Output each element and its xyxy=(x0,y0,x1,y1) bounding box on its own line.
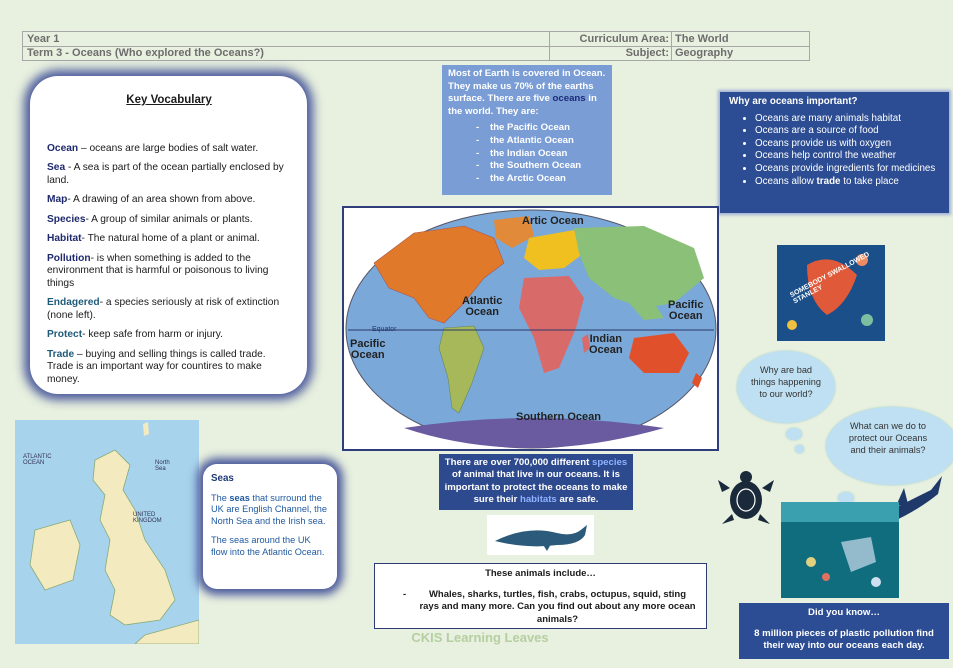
list-item: • Oceans provide ingredients for medicines xyxy=(755,163,940,176)
whale-icon xyxy=(487,515,594,555)
list-item: • Oceans are a source of food xyxy=(755,125,940,138)
earth-text-a: Most of Earth is covered in Ocean. They make us 70% of the earths surface. There are five xyxy=(448,68,606,105)
southern-ocean-label: Southern Ocean xyxy=(516,411,601,423)
uk-kingdom-label: UNITED KINGDOM xyxy=(133,512,162,524)
vocab-term: Habitat xyxy=(47,233,82,244)
uk-north-sea-label: North Sea xyxy=(155,460,170,472)
seas-panel xyxy=(203,464,337,589)
vocab-term: Sea xyxy=(47,162,66,173)
vocab-definition: - A sea is part of the ocean partially enclosed by land. xyxy=(47,162,284,186)
vocab-definition: – oceans are large bodies of salt water. xyxy=(78,142,259,154)
animals-list xyxy=(385,589,696,627)
header-table xyxy=(22,31,810,61)
pacific-ocean-right-label: Pacific Ocean xyxy=(668,299,704,322)
turtle-icon xyxy=(714,466,778,530)
list-item: • Oceans provide us with oxygen xyxy=(755,138,940,151)
bubble-tail xyxy=(786,428,802,440)
animals-include-box xyxy=(374,563,707,629)
vocab-item xyxy=(47,349,291,387)
vocab-term: Trade xyxy=(47,348,75,360)
list-item: - the Pacific Ocean xyxy=(490,122,606,135)
list-item: - the Atlantic Ocean xyxy=(490,135,606,148)
earth-oceans-box xyxy=(442,65,612,195)
vocab-item xyxy=(47,194,291,207)
list-item: • Oceans are many animals habitat xyxy=(755,113,940,126)
bubble-bad-text: Why are bad things happening to our world? xyxy=(751,365,821,399)
vocab-term: Protect xyxy=(47,329,83,340)
animals-title: These animals include… xyxy=(485,568,596,579)
earth-text-b: in the world. They are: xyxy=(448,93,597,117)
vocab-definition: - A drawing of an area shown from above. xyxy=(67,194,256,205)
vocab-item xyxy=(47,214,291,227)
species-b: of animal that live in our oceans. It is important to protect the oceans to make sure their xyxy=(444,469,628,505)
species-keyword: species xyxy=(591,457,628,468)
vocab-term: Endagered xyxy=(47,297,100,308)
plastic-photo-graphic xyxy=(781,502,899,598)
why-last-b: to take place xyxy=(840,175,899,187)
vocab-definition: - a species seriously at risk of extinction (none left). xyxy=(47,297,280,321)
vocab-item xyxy=(47,162,291,187)
dyk-title: Did you know… xyxy=(808,607,880,618)
vocab-term: Species xyxy=(47,213,86,225)
indian-ocean-label: Indian Ocean xyxy=(589,333,623,356)
seas-p2: The seas around the UK flow into the Atlantic Ocean. xyxy=(211,535,325,557)
year-label: Year 1 xyxy=(27,33,60,45)
why-list xyxy=(729,113,940,189)
species-box xyxy=(439,454,633,510)
whale-image xyxy=(487,515,594,555)
atlantic-ocean-label: Atlantic Ocean xyxy=(462,295,503,318)
oceans-list xyxy=(448,122,606,185)
seas-keyword: seas xyxy=(229,492,250,503)
vocab-list xyxy=(47,143,291,387)
list-item: - the Southern Ocean xyxy=(490,160,606,173)
list-item: • Oceans help control the weather xyxy=(755,150,940,163)
why-last-a: Oceans allow xyxy=(755,175,817,187)
earth-keyword: oceans xyxy=(552,93,586,105)
bubble-tail xyxy=(795,445,804,453)
list-item xyxy=(755,176,940,189)
vocab-item xyxy=(47,253,291,291)
subject-value: Geography xyxy=(675,47,734,59)
vocab-item xyxy=(47,143,291,156)
vocab-item xyxy=(47,233,291,246)
vocab-definition: - is when something is added to the environment that is harmful or poisonous to living things xyxy=(47,252,269,289)
vocab-definition: – buying and selling things is called trade. Trade is an important way for countires to make money. xyxy=(47,348,266,385)
bubble-protect-text: What can we do to protect our Oceans and their animals? xyxy=(848,421,928,455)
footer-watermark: CKIS Learning Leaves xyxy=(411,630,549,645)
vocab-item xyxy=(47,329,291,342)
vocab-term: Ocean xyxy=(47,142,79,154)
uk-atlantic-label: ATLANTIC OCEAN xyxy=(23,454,52,466)
vocab-title: Key Vocabulary xyxy=(126,94,212,106)
seas-p1 xyxy=(211,493,329,528)
why-last-keyword: trade xyxy=(816,175,841,187)
seas-p1-a: The xyxy=(211,492,230,503)
list-item: - the Indian Ocean xyxy=(490,148,606,161)
seas-title: Seas xyxy=(211,473,234,484)
species-c: are safe. xyxy=(556,493,599,505)
subject-label: Subject: xyxy=(625,47,669,59)
species-a: There are over 700,000 different xyxy=(444,457,592,468)
vocab-definition: - keep safe from harm or injury. xyxy=(82,329,223,340)
list-item: - the Arctic Ocean xyxy=(490,173,606,186)
artic-ocean-label: Artic Ocean xyxy=(522,215,584,227)
vocab-term: Pollution xyxy=(47,252,91,264)
curriculum-value: The World xyxy=(675,33,729,45)
world-map xyxy=(342,206,719,451)
uk-map xyxy=(15,420,199,644)
vocab-item xyxy=(47,297,291,322)
vocab-definition: - The natural home of a plant or animal. xyxy=(81,233,260,244)
plastic-pollution-photo xyxy=(781,502,899,598)
vocab-term: Map xyxy=(47,194,68,205)
curriculum-label: Curriculum Area: xyxy=(579,33,669,45)
dyk-text: 8 million pieces of plastic pollution find their way into our oceans each day. xyxy=(754,627,934,651)
term-label: Term 3 - Oceans (Who explored the Oceans?) xyxy=(27,47,264,59)
pacific-ocean-left-label: Pacific Ocean xyxy=(350,338,386,361)
vocab-definition: - A group of similar animals or plants. xyxy=(85,213,253,225)
why-title: Why are oceans important? xyxy=(729,96,858,107)
book-title: SOMEBODY SWALLOWED STANLEY xyxy=(788,251,871,306)
habitats-keyword: habitats xyxy=(519,493,557,505)
turtle-image xyxy=(714,466,778,530)
key-vocabulary-panel xyxy=(30,76,307,394)
why-important-box xyxy=(720,92,949,213)
seas-p1-b: that surround the UK are English Channel, the North Sea and the Irish sea. xyxy=(211,492,327,526)
book-cover-image xyxy=(777,245,885,341)
did-you-know-box xyxy=(739,603,949,659)
list-item: - Whales, sharks, turtles, fish, crabs, octupus, squid, sting rays and many more. Can you find out about any more ocean animals? xyxy=(419,589,696,627)
equator-label: Equator xyxy=(372,326,397,333)
